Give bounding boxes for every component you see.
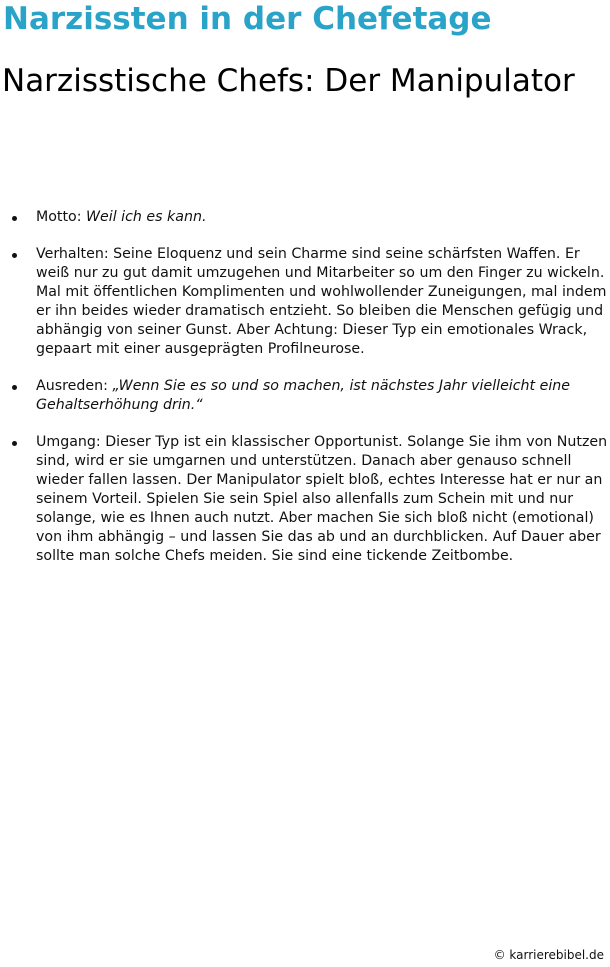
bullet-text: Seine Eloquenz und sein Charme sind seine schärfsten Waffen. Er weiß nur zu gut damit umzugehen und Mitarbeiter so um den Finger zu wickeln. Mal mit öffentlichen Komplimenten und wohlwollender Zuneigungen, mal indem er ihn beides wieder dramatisch entzieht. So bleiben die Menschen gefügig und abhängig von seiner Gunst. Aber Achtung: Dieser Typ ein emotionales Wrack, gepaart mit einer ausgeprägten Profilneurose. xyxy=(36,246,607,357)
bullet-list xyxy=(0,208,610,584)
bullet-motto xyxy=(0,208,610,227)
bullet-umgang xyxy=(0,433,610,566)
bullet-dot-icon xyxy=(12,441,17,446)
page-title: Narzisstische Chefs: Der Manipulator xyxy=(2,63,575,99)
bullet-label: Motto: xyxy=(36,209,87,225)
copyright-footer: © karrierebibel.de xyxy=(493,948,604,962)
bullet-label: Ausreden: xyxy=(36,378,113,394)
bullet-dot-icon xyxy=(12,253,17,258)
bullet-label: Umgang: xyxy=(36,434,106,450)
bullet-dot-icon xyxy=(12,216,17,221)
bullet-label: Verhalten: xyxy=(36,246,114,262)
section-kicker: Narzissten in der Chefetage xyxy=(3,1,492,37)
bullet-dot-icon xyxy=(12,385,17,390)
bullet-ausreden xyxy=(0,377,610,415)
bullet-text: Dieser Typ ist ein klassischer Opportunist. Solange Sie ihm von Nutzen sind, wird er sie umgarnen und unterstützen. Danach aber genauso schnell wieder fallen lassen. Der Manipulator spielt bloß, echtes Interesse hat er nur an seinem Vorteil. Spielen Sie sein Spiel also allenfalls zum Schein mit und nur solange, wie es Ihnen auch nutzt. Aber machen Sie sich bloß nicht (emotional) von ihm abhängig – und lassen Sie das ab und an durchblicken. Auf Dauer aber sollte man solche Chefs meiden. Sie sind eine tickende Zeitbombe. xyxy=(36,434,608,564)
bullet-text: Weil ich es kann. xyxy=(86,209,207,225)
bullet-text: „Wenn Sie es so und so machen, ist nächstes Jahr vielleicht eine Gehaltserhöhung drin.“ xyxy=(36,378,571,413)
bullet-verhalten xyxy=(0,245,610,359)
